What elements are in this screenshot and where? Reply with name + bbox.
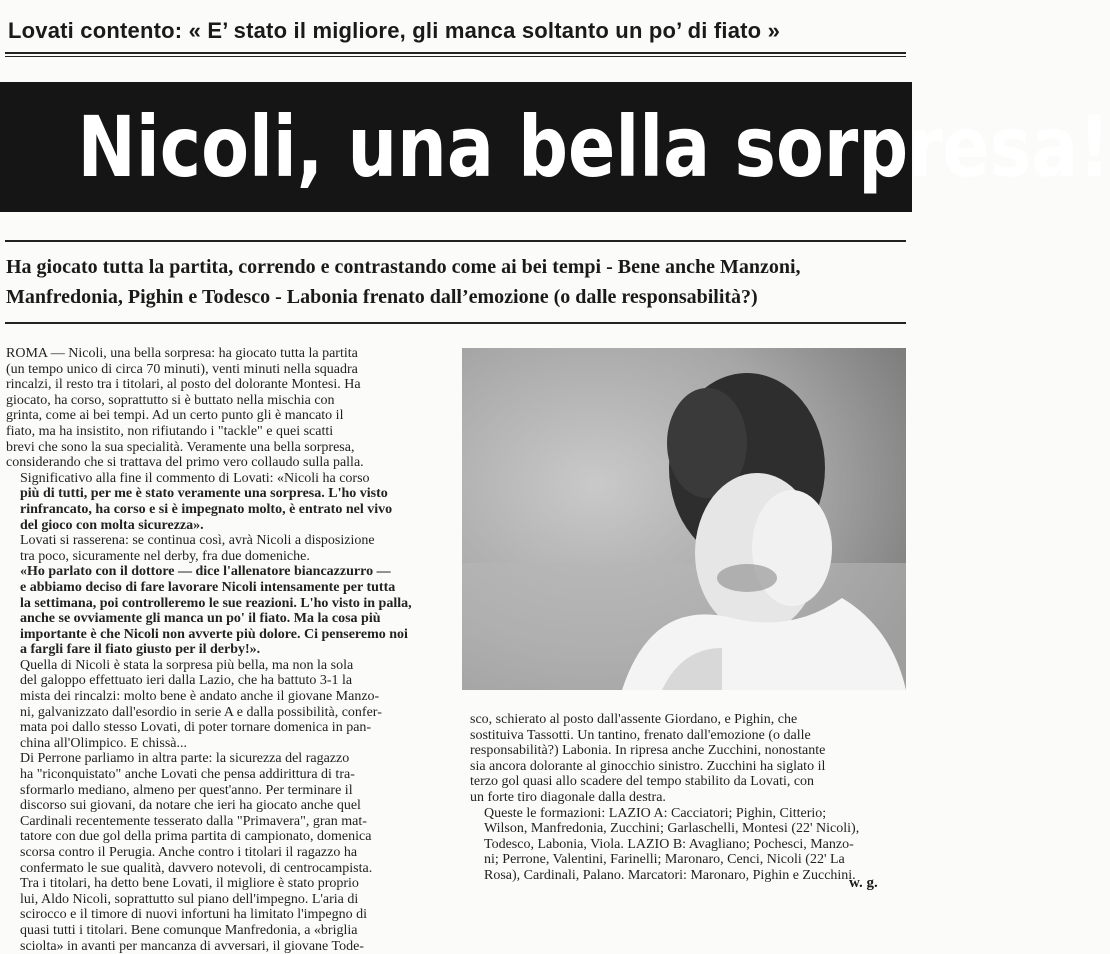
body-line: grinta, come ai bei tempi. Ad un certo punto gli è mancato il: [6, 408, 344, 424]
lineup-line: Rosa), Cardinali, Palano. Marcatori: Maronaro, Pighin e Zucchini.: [484, 867, 856, 883]
quote-line: «Ho parlato con il dottore — dice l'allenatore biancazzurro —: [20, 564, 391, 580]
top-rule-thin: [5, 56, 906, 57]
body-line: ha "riconquistato" anche Lovati che pensa addirittura di tra-: [20, 767, 355, 783]
news-photo: [462, 348, 906, 690]
body-line: (un tempo unico di circa 70 minuti), venti minuti nella squadra: [6, 361, 358, 377]
quote-line: la settimana, poi controlleremo le sue reazioni. L'ho visto in palla,: [20, 595, 412, 611]
player-portrait-image: [462, 348, 906, 690]
kicker-headline: Lovati contento: « E’ stato il migliore, gli manca soltanto un po’ di fiato »: [8, 18, 781, 43]
body-line: mata poi dallo stesso Lovati, di poter tornare domenica in pan-: [20, 720, 372, 736]
body-line: Cardinali recentemente tesserato dalla "Primavera", gran mat-: [20, 813, 367, 829]
body-line: giocato, ha corso, soprattutto si è buttato nella mischia con: [6, 392, 335, 408]
body-line: confermato le sue qualità, davvero notevoli, di centrocampista.: [20, 860, 373, 876]
body-line: discorso sui giovani, da notare che ieri ha giocato anche quel: [20, 798, 361, 814]
body-line: sostituiva Tassotti. Un tantino, frenato dall'emozione (o dalle: [470, 727, 811, 743]
body-line: tatore con due gol della prima partita di campionato, domenica: [20, 829, 372, 845]
quote-line: più di tutti, per me è stato veramente una sorpresa. L'ho visto: [20, 486, 388, 502]
body-line: tra poco, sicuramente nel derby, fra due domeniche.: [20, 548, 310, 564]
body-line: ni, galvanizzato dall'esordio in serie A e dalla possibilità, confer-: [20, 704, 382, 720]
main-headline: Nicoli, una bella sorpresa!: [77, 98, 1110, 196]
subhead-rule-top: [5, 240, 906, 242]
body-line: sformarlo mediano, almeno per quest'anno. Per terminare il: [20, 782, 353, 798]
body-line: mista dei rincalzi: molto bene è andato anche il giovane Manzo-: [20, 689, 380, 705]
body-line: considerando che si trattava del primo vero collaudo sulla palla.: [6, 455, 364, 471]
body-line: china all'Olimpico. E chissà...: [20, 735, 187, 751]
article-body-right: [470, 712, 906, 884]
subheadline-line-1: Ha giocato tutta la partita, correndo e contrastando come ai bei tempi - Bene anche Manzoni,: [6, 256, 801, 278]
quote-line: e abbiamo deciso di fare lavorare Nicoli intensamente per tutta: [20, 579, 396, 595]
lineup-line: Wilson, Manfredonia, Zucchini; Garlaschelli, Montesi (22' Nicoli),: [484, 821, 860, 837]
subheadline-line-2: Manfredonia, Pighin e Todesco - Labonia frenato dall’emozione (o dalle responsabilità?): [6, 286, 758, 308]
body-line: del galoppo effettuato ieri dalla Lazio, che ha battuto 3-1 la: [20, 673, 353, 689]
lineup-line: ni; Perrone, Valentini, Farinelli; Maronaro, Cenci, Nicoli (22' La: [484, 852, 845, 868]
body-line: responsabilità?) Labonia. In ripresa anche Zucchini, nonostante: [470, 743, 826, 759]
subhead-rule-bottom: [5, 322, 906, 324]
body-line: Quella di Nicoli è stata la sorpresa più bella, ma non la sola: [20, 657, 354, 673]
body-line: sia ancora dolorante al ginocchio sinistro. Zucchini ha siglato il: [470, 758, 826, 774]
body-line: quasi tutti i titolari. Bene comunque Manfredonia, a «briglia: [20, 922, 358, 938]
quote-line: importante è che Nicoli non avverte più dolore. Ci penseremo noi: [20, 626, 408, 642]
body-line: rincalzi, il resto tra i titolari, al posto del dolorante Montesi. Ha: [6, 377, 361, 393]
body-line: fiato, ma ha insistito, non rifiutando i "tackle" e quei scatti: [6, 423, 334, 439]
quote-line: rinfrancato, ha corso e si è impegnato molto, è entrato nel vivo: [20, 501, 393, 517]
article-body-left: [6, 346, 452, 954]
body-line: ROMA — Nicoli, una bella sorpresa: ha giocato tutta la partita: [6, 346, 358, 361]
subheadline: [6, 252, 906, 312]
lineup-line: Todesco, Labonia, Viola. LAZIO B: Avagliano; Pochesci, Manzo-: [484, 836, 854, 852]
body-line: scorsa contro il Perugia. Anche contro i titolari il ragazzo ha: [20, 845, 358, 860]
body-line: un forte tiro diagonale dalla destra.: [470, 789, 666, 805]
quote-line: a fargli fare il fiato giusto per il derby!».: [20, 642, 261, 658]
body-line: Lovati si rasserena: se continua così, avrà Nicoli a disposizione: [20, 533, 375, 549]
body-line: Significativo alla fine il commento di Lovati: «Nicoli ha corso: [20, 470, 370, 486]
body-line: Tra i titolari, ha detto bene Lovati, il migliore è stato proprio: [20, 876, 359, 892]
author-signature: w. g.: [849, 875, 878, 891]
body-line: sciolta» in avanti per mancanza di avversari, il giovane Tode-: [20, 938, 364, 954]
lineup-line: Queste le formazioni: LAZIO A: Cacciatori; Pighin, Citterio;: [484, 805, 827, 821]
body-line: Di Perrone parliamo in altra parte: la sicurezza del ragazzo: [20, 751, 350, 767]
body-line: brevi che sono la sua specialità. Veramente una bella sorpresa,: [6, 439, 355, 455]
body-line: lui, Aldo Nicoli, soprattutto sul piano dell'impegno. L'aria di: [20, 891, 359, 907]
top-rule: [5, 52, 906, 54]
quote-line: anche se ovviamente gli manca un po' il fiato. Ma la cosa più: [20, 611, 381, 627]
body-line: sco, schierato al posto dall'assente Giordano, e Pighin, che: [470, 712, 798, 727]
body-line: terzo gol quasi allo scadere del tempo stabilito da Lovati, con: [470, 774, 815, 790]
body-line: scirocco e il timore di nuovi infortuni ha limitato l'impegno di: [20, 907, 368, 923]
quote-line: del gioco con molta sicurezza».: [20, 517, 204, 533]
